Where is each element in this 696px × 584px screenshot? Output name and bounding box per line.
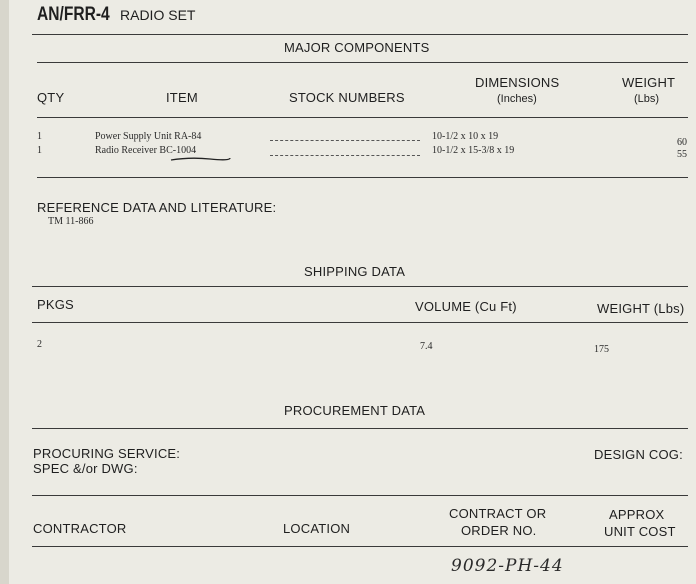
column-header-stock-numbers: STOCK NUMBERS: [289, 90, 405, 105]
column-header-weight: WEIGHT: [622, 75, 676, 90]
section-title-shipping-data: SHIPPING DATA: [304, 264, 406, 279]
divider: [37, 117, 688, 118]
column-header-contractor: CONTRACTOR: [33, 521, 127, 536]
design-cog-label: DESIGN COG:: [594, 447, 683, 462]
row2-item: Radio Receiver BC-1004: [95, 145, 197, 156]
row1-dimensions: 10-1/2 x 10 x 19: [432, 131, 499, 142]
divider: [32, 34, 688, 35]
row2-stock-leader: [270, 155, 420, 156]
column-header-weight-unit: (Lbs): [634, 93, 660, 105]
column-header-qty: QTY: [37, 90, 65, 105]
divider: [32, 428, 688, 429]
row1-stock-leader: [270, 140, 420, 141]
column-header-approx: APPROX: [609, 507, 665, 522]
model-title: AN/FRR-4: [37, 4, 110, 25]
column-header-order-no: ORDER NO.: [461, 523, 537, 538]
divider: [32, 286, 688, 287]
column-header-item: ITEM: [166, 90, 198, 105]
divider: [37, 62, 688, 63]
shipping-pkgs-value: 2: [37, 339, 42, 350]
column-header-dimensions: DIMENSIONS: [475, 75, 560, 90]
divider: [32, 322, 688, 323]
column-header-pkgs: PKGS: [37, 297, 74, 312]
handwritten-order-number: 9092-PH-44: [451, 556, 564, 576]
reference-title: REFERENCE DATA AND LITERATURE:: [37, 200, 277, 215]
row1-item: Power Supply Unit RA-84: [95, 131, 202, 142]
column-header-contract-or: CONTRACT OR: [449, 506, 547, 521]
procuring-service-label: PROCURING SERVICE:: [33, 446, 181, 461]
column-header-volume: VOLUME (Cu Ft): [415, 299, 517, 314]
page-edge-shadow: [0, 0, 9, 584]
section-title-procurement-data: PROCUREMENT DATA: [284, 403, 426, 418]
row2-dimensions: 10-1/2 x 15-3/8 x 19: [432, 145, 515, 156]
model-subtitle: RADIO SET: [120, 7, 196, 23]
column-header-location: LOCATION: [283, 521, 351, 536]
pen-underline: [170, 155, 232, 163]
row1-weight: 60: [677, 137, 687, 148]
spec-dwg-label: SPEC &/or DWG:: [33, 461, 138, 476]
shipping-weight-value: 175: [594, 344, 609, 355]
row1-qty: 1: [37, 131, 42, 142]
divider: [32, 495, 688, 496]
column-header-unit-cost: UNIT COST: [604, 524, 676, 539]
divider: [32, 546, 688, 547]
reference-value: TM 11-866: [48, 216, 94, 227]
column-header-shipping-weight: WEIGHT (Lbs): [597, 301, 685, 316]
section-title-major-components: MAJOR COMPONENTS: [284, 40, 430, 55]
row2-qty: 1: [37, 145, 42, 156]
shipping-volume-value: 7.4: [420, 341, 433, 352]
divider: [37, 177, 688, 178]
row2-weight: 55: [677, 149, 687, 160]
column-header-dimensions-unit: (Inches): [497, 93, 537, 105]
